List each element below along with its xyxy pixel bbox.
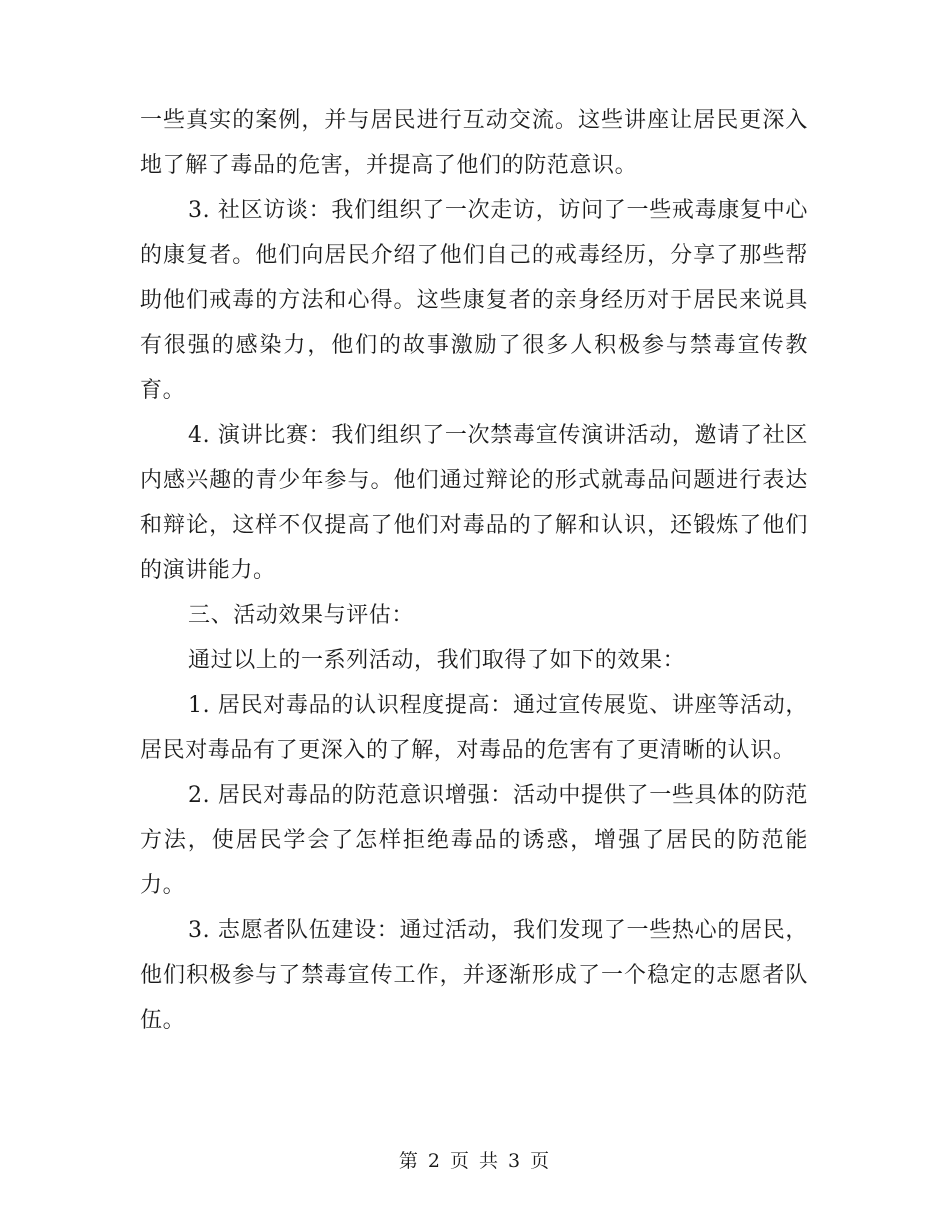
paragraph-prevention-enhanced: 2. 居民对毒品的防范意识增强：活动中提供了一些具体的防范方法，使居民学会了怎样拒绝毒品的诱惑，增强了居民的防范能力。	[140, 783, 808, 898]
document-body	[140, 98, 808, 1043]
paragraph-results-intro: 通过以上的一系列活动，我们取得了如下的效果：	[188, 648, 686, 673]
paragraph-continuation: 一些真实的案例，并与居民进行互动交流。这些讲座让居民更深入地了解了毒品的危害，并提高了他们的防范意识。	[140, 108, 808, 178]
paragraph-volunteer-team: 3. 志愿者队伍建设：通过活动，我们发现了一些热心的居民，他们积极参与了禁毒宣传工作，并逐渐形成了一个稳定的志愿者队伍。	[140, 918, 808, 1033]
paragraph-speech-contest: 4. 演讲比赛：我们组织了一次禁毒宣传演讲活动，邀请了社区内感兴趣的青少年参与。他们通过辩论的形式就毒品问题进行表达和辩论，这样不仅提高了他们对毒品的了解和认识，还锻炼了他们的演讲能力。	[140, 423, 808, 583]
section-heading-results: 三、活动效果与评估：	[188, 603, 415, 628]
paragraph-awareness-improved: 1. 居民对毒品的认识程度提高：通过宣传展览、讲座等活动，居民对毒品有了更深入的了解，对毒品的危害有了更清晰的认识。	[140, 693, 808, 763]
page-footer: 第 2 页 共 3 页	[398, 1150, 552, 1172]
paragraph-community-interview: 3. 社区访谈：我们组织了一次走访，访问了一些戒毒康复中心的康复者。他们向居民介绍了他们自己的戒毒经历，分享了那些帮助他们戒毒的方法和心得。这些康复者的亲身经历对于居民来说具有很强的感染力，他们的故事激励了很多人积极参与禁毒宣传教育。	[140, 198, 808, 403]
